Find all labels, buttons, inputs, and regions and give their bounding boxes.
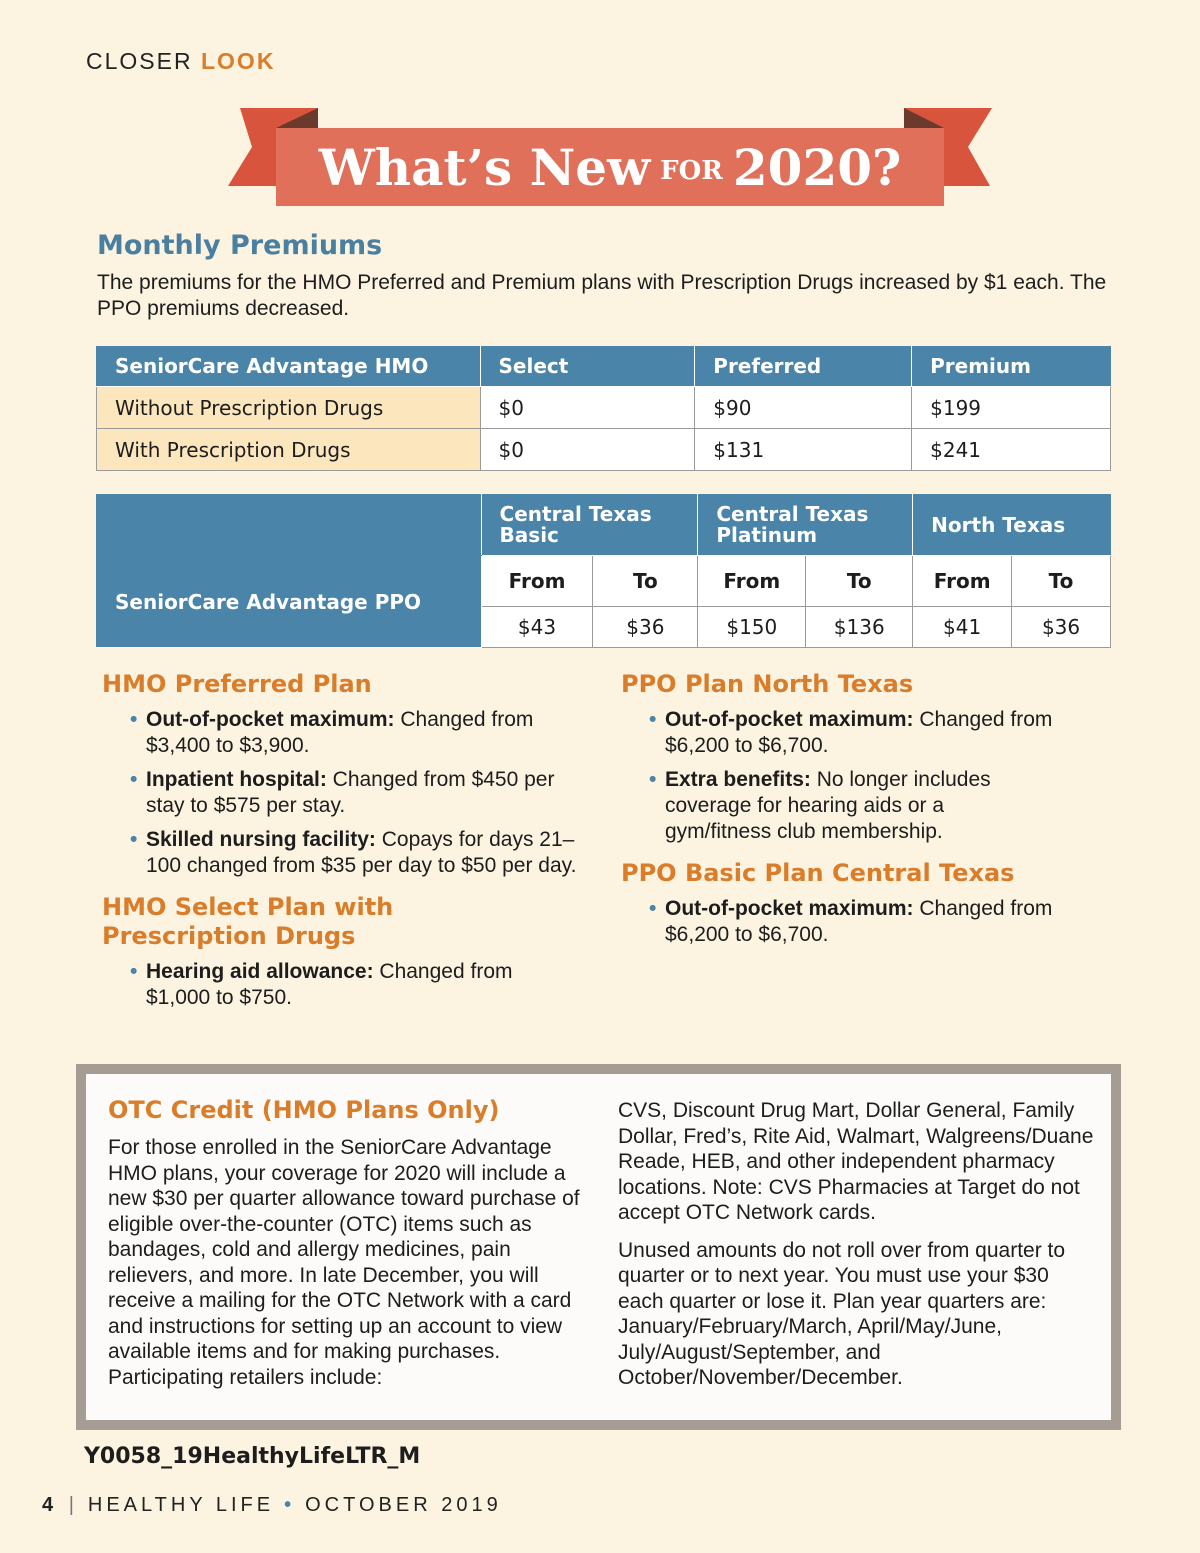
item-label: Skilled nursing facility: bbox=[146, 828, 376, 851]
otc-left-column bbox=[108, 1096, 588, 1390]
premiums-intro: The premiums for the HMO Preferred and Premium plans with Prescription Drugs increased by $1 each. The PPO premiums decreased. bbox=[97, 271, 1107, 320]
region-header: Central Texas Platinum bbox=[698, 495, 913, 556]
list-item bbox=[649, 707, 1101, 759]
table-header-row bbox=[97, 346, 1111, 387]
banner-title bbox=[276, 128, 944, 206]
item-label: Out-of-pocket maximum: bbox=[146, 708, 395, 731]
item-text: Changed from $6,200 to $6,700. bbox=[665, 708, 1053, 757]
bullet-icon: • bbox=[649, 768, 657, 791]
banner-title-small: FOR bbox=[660, 156, 723, 186]
page-footer bbox=[42, 1494, 502, 1517]
hmo-preferred-list bbox=[102, 707, 582, 879]
to-header: To bbox=[1012, 556, 1111, 607]
item-label: Inpatient hospital: bbox=[146, 768, 327, 791]
item-label: Out-of-pocket maximum: bbox=[665, 708, 914, 731]
table-cell: $36 bbox=[1012, 607, 1111, 648]
otc-right-column bbox=[618, 1098, 1098, 1403]
bullet-icon: • bbox=[130, 828, 138, 851]
ppo-north-list bbox=[621, 707, 1101, 845]
list-item bbox=[649, 896, 1101, 948]
ppo-blank-cell bbox=[97, 495, 482, 556]
table-row-label: With Prescription Drugs bbox=[97, 429, 481, 471]
table-header-row bbox=[97, 495, 1111, 556]
item-text: Changed from $3,400 to $3,900. bbox=[146, 708, 534, 757]
table-cell: $199 bbox=[912, 387, 1111, 429]
title-banner bbox=[0, 0, 1200, 230]
to-header: To bbox=[806, 556, 913, 607]
list-item bbox=[130, 827, 582, 879]
hmo-select-list bbox=[102, 959, 582, 1011]
hmo-select-heading: HMO Select Plan with Prescription Drugs bbox=[102, 893, 394, 950]
bullet-icon: • bbox=[649, 897, 657, 920]
bullet-icon: • bbox=[130, 708, 138, 731]
footer-separator: • bbox=[284, 1494, 296, 1516]
table-header-cell: Premium bbox=[912, 346, 1111, 387]
hmo-preferred-heading: HMO Preferred Plan bbox=[102, 670, 372, 698]
otc-credit-inner bbox=[86, 1074, 1111, 1420]
table-row bbox=[97, 429, 1111, 471]
from-header: From bbox=[913, 556, 1012, 607]
region-header: Central Texas Basic bbox=[481, 495, 698, 556]
table-header-cell: Preferred bbox=[695, 346, 912, 387]
table-cell: $241 bbox=[912, 429, 1111, 471]
monthly-premiums-heading: Monthly Premiums bbox=[97, 230, 383, 261]
list-item bbox=[649, 767, 1035, 845]
publication-name: HEALTHY LIFE bbox=[87, 1494, 275, 1516]
otc-heading: OTC Credit (HMO Plans Only) bbox=[108, 1096, 500, 1124]
table-cell: $0 bbox=[480, 429, 695, 471]
ppo-basic-list bbox=[621, 896, 1101, 948]
list-item bbox=[130, 959, 582, 1011]
bullet-icon: • bbox=[649, 708, 657, 731]
table-subheader-row bbox=[97, 556, 1111, 607]
left-plan-column bbox=[102, 670, 582, 1019]
issue-date: OCTOBER 2019 bbox=[305, 1494, 502, 1516]
ppo-plan-label: SeniorCare Advantage PPO bbox=[97, 556, 482, 648]
document-code: Y0058_19HealthyLifeLTR_M bbox=[84, 1444, 421, 1469]
footer-divider: | bbox=[68, 1494, 74, 1516]
item-text: No longer includes coverage for hearing aids or a gym/fitness club membership. bbox=[665, 768, 991, 843]
banner-title-part2: 2020? bbox=[732, 137, 902, 197]
region-header: North Texas bbox=[913, 495, 1111, 556]
list-item bbox=[130, 767, 582, 819]
section-label-accent: LOOK bbox=[200, 48, 276, 74]
otc-paragraph-3: Unused amounts do not roll over from quarter to quarter or to next year. You must use your $30 each quarter or lose it. Plan year quarters are: January/February/March, April/May/June, July/August/September, and October/November/December. bbox=[618, 1238, 1066, 1389]
list-item bbox=[130, 707, 582, 759]
table-header-cell: Select bbox=[480, 346, 695, 387]
item-label: Out-of-pocket maximum: bbox=[665, 897, 914, 920]
bullet-icon: • bbox=[130, 960, 138, 983]
item-label: Extra benefits: bbox=[665, 768, 811, 791]
table-cell: $0 bbox=[480, 387, 695, 429]
ppo-basic-heading: PPO Basic Plan Central Texas bbox=[621, 859, 1015, 887]
table-cell: $43 bbox=[481, 607, 593, 648]
otc-paragraph-2: CVS, Discount Drug Mart, Dollar General, Family Dollar, Fred’s, Rite Aid, Walmart, Walgreens/Duane Reade, HEB, and other independent pharmacy locations. Note: CVS Pharmacies at Target do not accept OTC Network cards. bbox=[618, 1099, 1094, 1224]
ppo-premium-table bbox=[96, 494, 1111, 648]
table-row-label: Without Prescription Drugs bbox=[97, 387, 481, 429]
to-header: To bbox=[593, 556, 698, 607]
table-cell: $131 bbox=[695, 429, 912, 471]
banner-title-part1: What’s New bbox=[318, 137, 651, 197]
item-text: Changed from $450 per stay to $575 per stay. bbox=[146, 768, 555, 817]
table-cell: $150 bbox=[698, 607, 806, 648]
table-cell: $136 bbox=[806, 607, 913, 648]
section-label-prefix: CLOSER bbox=[86, 48, 201, 74]
table-header-cell: SeniorCare Advantage HMO bbox=[97, 346, 481, 387]
from-header: From bbox=[698, 556, 806, 607]
table-cell: $36 bbox=[593, 607, 698, 648]
otc-paragraph-1: For those enrolled in the SeniorCare Advantage HMO plans, your coverage for 2020 will include a new $30 per quarter allowance toward purchase of eligible over-the-counter (OTC) items such as bandages, cold and allergy medicines, pain relievers, and more. In late December, you will receive a mailing for the OTC Network with a card and instructions for setting up an account to view available items and for making purchases. Participating retailers include: bbox=[108, 1136, 580, 1389]
right-plan-column bbox=[621, 670, 1101, 956]
item-label: Hearing aid allowance: bbox=[146, 960, 374, 983]
item-text: Changed from $1,000 to $750. bbox=[146, 960, 513, 1009]
table-row bbox=[97, 387, 1111, 429]
page-number: 4 bbox=[42, 1494, 54, 1516]
ppo-north-heading: PPO Plan North Texas bbox=[621, 670, 914, 698]
otc-credit-box bbox=[76, 1064, 1121, 1430]
item-text: Copays for days 21–100 changed from $35 per day to $50 per day. bbox=[146, 828, 577, 877]
from-header: From bbox=[481, 556, 593, 607]
table-cell: $41 bbox=[913, 607, 1012, 648]
hmo-premium-table bbox=[96, 346, 1111, 471]
item-text: Changed from $6,200 to $6,700. bbox=[665, 897, 1053, 946]
bullet-icon: • bbox=[130, 768, 138, 791]
table-cell: $90 bbox=[695, 387, 912, 429]
